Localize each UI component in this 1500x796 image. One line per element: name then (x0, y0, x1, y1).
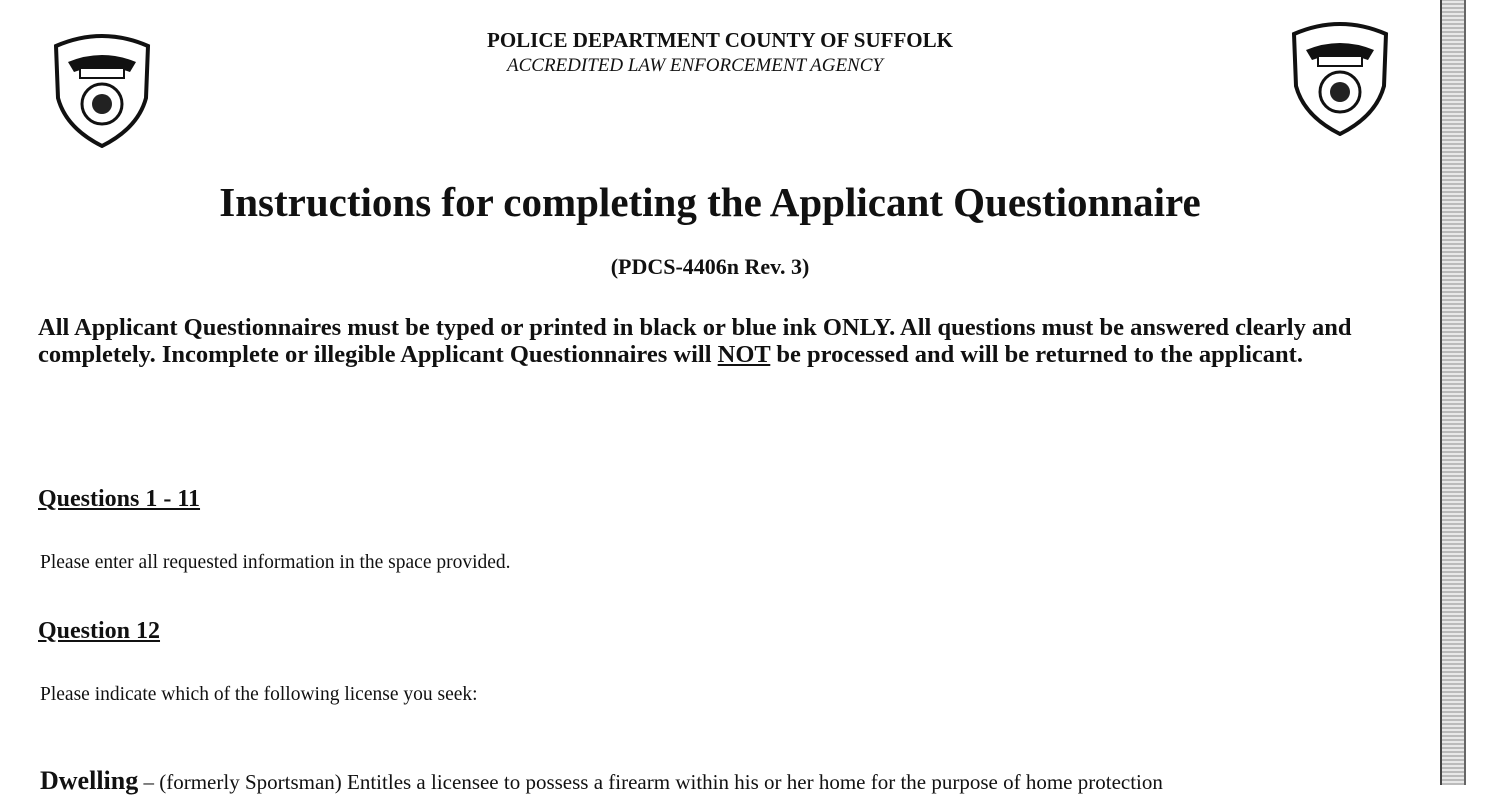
intro-text: All Applicant Questionnaires must be typed or printed in black or blue ink ONLY. All questions must be answered clearly and completely. Incomplete or illegible Applicant Questionnaires will (38, 314, 1352, 368)
dwelling-label: Dwelling (40, 766, 139, 795)
intro-paragraph (38, 314, 1388, 368)
intro-text: be processed and will be returned to the applicant. (770, 341, 1303, 368)
section-heading: Question 12 (38, 618, 161, 644)
agency-subtitle: ACCREDITED LAW ENFORCEMENT AGENCY (507, 55, 883, 76)
scan-edge (1440, 0, 1466, 785)
section-text: Please enter all requested information in the space provided. (40, 552, 511, 573)
dwelling-text: – (formerly Sportsman) Entitles a licensee to possess a firearm within his or her home for the purpose of home protection (138, 770, 1163, 794)
section-heading: Questions 1 - 11 (38, 486, 201, 512)
page-title: Instructions for completing the Applicant Questionnaire (219, 179, 1201, 225)
intro-emphasis: NOT (717, 341, 771, 368)
dwelling-license-description (40, 766, 1163, 796)
department-name: POLICE DEPARTMENT COUNTY OF SUFFOLK (487, 28, 953, 52)
section-text: Please indicate which of the following license you seek: (40, 684, 478, 705)
form-number: (PDCS-4406n Rev. 3) (610, 254, 810, 279)
